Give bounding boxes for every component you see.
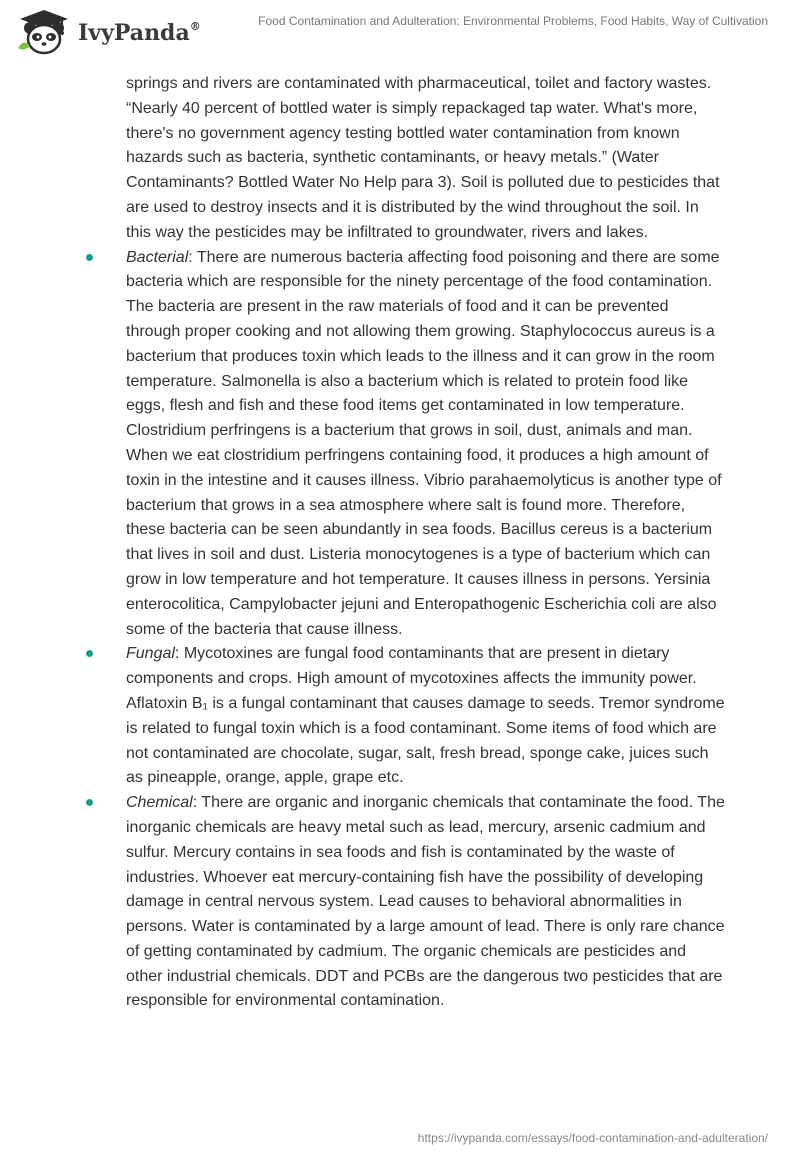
bullet-icon <box>86 650 93 657</box>
ivypanda-logo[interactable] <box>16 8 216 56</box>
item-text: : There are numerous bacteria affecting food poisoning and there are some bacteria which are responsible for the ninety percentage of the food contamination. The bacteria are present in the raw materials of food and it can be prevented through proper cooking and not allowing them growing. Staphylococcus aureus is a bacterium that produces toxin which leads to the illness and it can grow in the room temperature. Salmonella is also a bacterium which is related to protein food like eggs, flesh and fish and these food items get contaminated in low temperature. Clostridium perfringens is a bacterium that grows in soil, dust, animals and man. When we eat clostridium perfringens containing food, it produces a high amount of toxin in the intestine and it causes illness. Vibrio parahaemolyticus is another type of bacterium that grows in a sea atmosphere where salt is found more. Therefore, these bacteria can be seen abundantly in sea foods. Bacillus cereus is a bacterium that lives in soil and dust. Listeria monocytogenes is a type of bacterium which can grow in low temperature and hot temperature. It causes illness in persons. Yersinia enterocolitica, Campylobacter jejuni and Enteropathogenic Escherichia coli are also some of the bacteria that cause illness. <box>126 248 722 638</box>
list-item <box>126 791 726 1014</box>
item-term: Fungal <box>126 645 175 663</box>
document-title: Food Contamination and Adulteration: Environmental Problems, Food Habits, Way of Cultivation <box>258 14 768 28</box>
bullet-icon <box>86 254 93 261</box>
contaminant-list <box>126 246 726 1015</box>
trademark-mark: ® <box>189 19 201 33</box>
item-text: : There are organic and inorganic chemicals that contaminate the food. The inorganic chemicals are heavy metal such as lead, mercury, arsenic cadmium and sulfur. Mercury contains in sea foods and fish is contaminated by the waste of industries. Whoever eat mercury-containing fish have the possibility of developing damage in central nervous system. Lead causes to behavioral abnormalities in persons. Water is contaminated by a large amount of lead. There is only rare chance of getting contaminated by cadmium. The organic chemicals are pesticides and other industrial chemicals. DDT and PCBs are the dangerous two pesticides that are responsible for environmental contamination. <box>126 794 725 1010</box>
panda-graduate-icon <box>16 8 72 56</box>
bullet-icon <box>86 799 93 806</box>
intro-paragraph: springs and rivers are contaminated with pharmaceutical, toilet and factory wastes. “Nearly 40 percent of bottled water is simply repackaged tap water. What's more, there's no government agency testing bottled water contamination from known hazards such as bacteria, synthetic contaminants, or heavy metals.” (Water Contaminants? Bottled Water No Help para 3). Soil is polluted due to pesticides that are used to destroy insects and it is distributed by the wind throughout the soil. In this way the pesticides may be infiltrated to groundwater, rivers and lakes. <box>126 75 720 241</box>
item-term: Bacterial <box>126 248 189 266</box>
page-header <box>0 0 800 60</box>
brand-name: IvyPanda® <box>78 19 201 46</box>
item-text: : Mycotoxines are fungal food contaminants that are present in dietary components and crops. High amount of mycotoxines affects the immunity power. Aflatoxin B₁ is a fungal contaminant that causes damage to seeds. Tremor syndrome is related to fungal toxin which is a food contaminant. Some items of food which are not contaminated are chocolate, sugar, salt, fresh bread, sponge cake, juices such as pineapple, orange, apple, grape etc. <box>126 645 725 787</box>
list-item <box>126 642 726 791</box>
essay-body <box>126 72 726 1014</box>
item-term: Chemical <box>126 794 193 812</box>
source-url-link[interactable]: https://ivypanda.com/essays/food-contamination-and-adulteration/ <box>417 1131 768 1145</box>
list-item <box>126 246 726 643</box>
